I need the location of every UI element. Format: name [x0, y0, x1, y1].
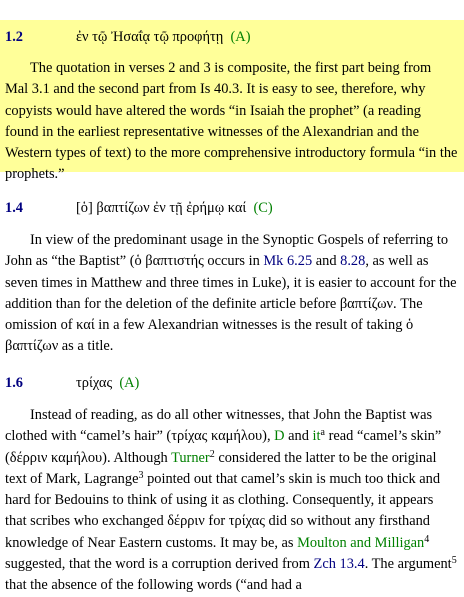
moulton-milligan-link[interactable]: Moulton and Milligan — [297, 534, 425, 551]
entry-number[interactable]: 1.4 — [5, 200, 23, 216]
entry-number[interactable]: 1.2 — [5, 29, 23, 45]
rating-badge: (C) — [253, 200, 273, 216]
lemma-text: τρίχας — [76, 375, 113, 391]
entry-lemma — [76, 198, 273, 219]
lemma-text: [ὁ] βαπτίζων ἐν τῇ ἐρήμῳ καί — [76, 200, 247, 216]
body-text: , as well as seven times in Matthew and three times in Luke), it is easier to account for the addition than for the deletion of the definite article before βαπτίζων. The omission of καί in a few Alexandrian witnesses is the result of taking ὁ βαπτίζων as a title. — [5, 253, 457, 355]
turner-link[interactable]: Turner — [171, 449, 210, 466]
entry-number[interactable]: 1.6 — [5, 375, 23, 391]
body-text: suggested, that the word is a corruption derived from — [5, 556, 314, 573]
body-text: pointed out that camel’s skin is much too thick and hard for Bedouins to think of using it as clothing. Consequently, it appears that scribes who exchanged δέρριν for τρίχας did so without any firsthand knowledge of Near Eastern customs. It may be, as — [5, 470, 441, 551]
entry-heading — [0, 27, 464, 49]
mk-6-25-link[interactable]: Mk 6.25 — [263, 253, 313, 270]
entry-paragraph — [0, 405, 464, 597]
witness-it-link[interactable]: it — [312, 428, 321, 445]
body-text: In view of the predominant usage in the Synoptic Gospels of referring to John as “the Baptist” (ὁ βαπτιστής occurs in — [5, 232, 449, 270]
footnote-marker[interactable]: 2 — [209, 448, 215, 460]
body-text: read “camel’s skin” (δέρριν καμήλου). Although — [5, 428, 442, 466]
footnote-marker[interactable]: 3 — [138, 469, 144, 481]
body-text: and — [284, 428, 313, 445]
footnote-marker[interactable]: 4 — [424, 533, 430, 545]
entry-lemma — [76, 27, 251, 48]
commentary-entry-1-6 — [0, 373, 464, 597]
lemma-text: ἐν τῷ Ἠσαΐᾳ τῷ προφήτῃ — [76, 29, 224, 45]
body-text: Instead of reading, as do all other witnesses, that John the Baptist was clothed with “camel’s hair” (τρίχας καμήλου), — [5, 407, 433, 445]
body-text: and — [312, 253, 341, 270]
rating-badge: (A) — [119, 375, 140, 391]
mk-8-28-link[interactable]: 8.28 — [340, 253, 366, 270]
rating-badge: (A) — [230, 29, 251, 45]
commentary-entry-1-2 — [0, 20, 464, 183]
entry-lemma — [76, 373, 139, 394]
commentary-entry-1-4 — [0, 198, 464, 358]
entry-paragraph — [0, 58, 464, 186]
body-text: The quotation in verses 2 and 3 is composite, the first part being from Mal 3.1 and the second part from Is 40.3. It is easy to see, therefore, why copyists would have altered the words “in Isaiah the prophet” (a reading found in the earliest representative witnesses of the Alexandrian and the Western types of text) to the more comprehensive introductory formula “in the prophets.” — [5, 60, 458, 183]
body-text: considered the latter to be the original text of Mark, Lagrange — [5, 449, 437, 487]
entry-paragraph — [0, 230, 464, 358]
witness-superscript: a — [320, 427, 325, 439]
witness-d-link[interactable]: D — [274, 428, 285, 445]
zch-13-4-link[interactable]: Zch 13.4 — [313, 556, 365, 573]
body-text: . The argument — [364, 556, 452, 573]
footnote-marker[interactable]: 5 — [451, 555, 457, 567]
entry-heading — [0, 373, 464, 395]
entry-heading — [0, 198, 464, 220]
body-text: that the absence of the following words (“and had a — [5, 577, 302, 594]
